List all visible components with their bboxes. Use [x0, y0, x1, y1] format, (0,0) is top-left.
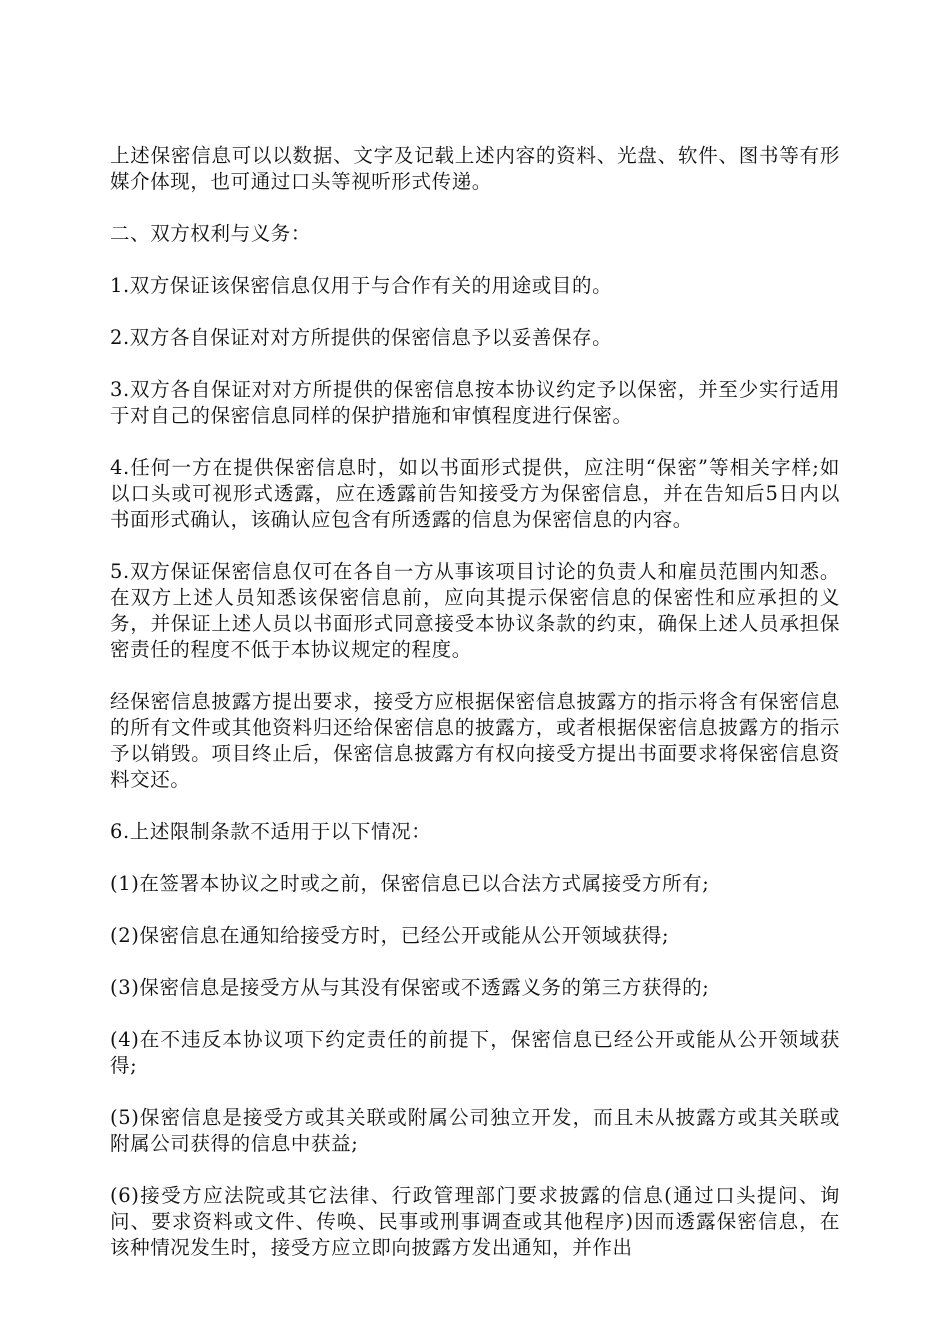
exception-4: (4)在不违反本协议项下约定责任的前提下，保密信息已经公开或能从公开领域获得;: [110, 1028, 840, 1077]
clause-3: 3.双方各自保证对对方所提供的保密信息按本协议约定予以保密，并至少实行适用于对自己的保密信息同样的保护措施和审慎程度进行保密。: [110, 378, 840, 427]
clause-1: 1.双方保证该保密信息仅用于与合作有关的用途或目的。: [110, 274, 613, 297]
clause-6: 6.上述限制条款不适用于以下情况：: [110, 820, 432, 843]
document-page: [110, 143, 840, 1287]
clause-4: 4.任何一方在提供保密信息时，如以书面形式提供，应注明“保密”等相关字样;如以口头或可视形式透露，应在透露前告知接受方为保密信息，并在告知后5日内以书面形式确认，该确认应包含有所透露的信息为保密信息的内容。: [110, 456, 840, 531]
exception-2: (2)保密信息在通知给接受方时，已经公开或能从公开领域获得;: [110, 924, 670, 947]
paragraph-return-or-destroy: 经保密信息披露方提出要求，接受方应根据保密信息披露方的指示将含有保密信息的所有文件或其他资料归还给保密信息的披露方，或者根据保密信息披露方的指示予以销毁。项目终止后，保密信息披露方有权向接受方提出书面要求将保密信息资料交还。: [110, 690, 840, 791]
section-heading-rights-obligations: 二、双方权利与义务：: [110, 222, 312, 245]
exception-6: (6)接受方应法院或其它法律、行政管理部门要求披露的信息(通过口头提问、询问、要求资料或文件、传唤、民事或刑事调查或其他程序)因而透露保密信息，在该种情况发生时，接受方应立即向披露方发出通知，并作出: [110, 1184, 840, 1259]
clause-2: 2.双方各自保证对对方所提供的保密信息予以妥善保存。: [110, 326, 613, 349]
exception-5: (5)保密信息是接受方或其关联或附属公司独立开发，而且未从披露方或其关联或附属公司获得的信息中获益;: [110, 1106, 840, 1155]
clause-5: 5.双方保证保密信息仅可在各自一方从事该项目讨论的负责人和雇员范围内知悉。在双方上述人员知悉该保密信息前，应向其提示保密信息的保密性和应承担的义务，并保证上述人员以书面形式同意接受本协议条款的约束，确保上述人员承担保密责任的程度不低于本协议规定的程度。: [110, 560, 840, 661]
paragraph-media-forms: 上述保密信息可以以数据、文字及记载上述内容的资料、光盘、软件、图书等有形媒介体现，也可通过口头等视听形式传递。: [110, 144, 840, 193]
exception-3: (3)保密信息是接受方从与其没有保密或不透露义务的第三方获得的;: [110, 976, 710, 999]
exception-1: (1)在签署本协议之时或之前，保密信息已以合法方式属接受方所有;: [110, 872, 710, 895]
